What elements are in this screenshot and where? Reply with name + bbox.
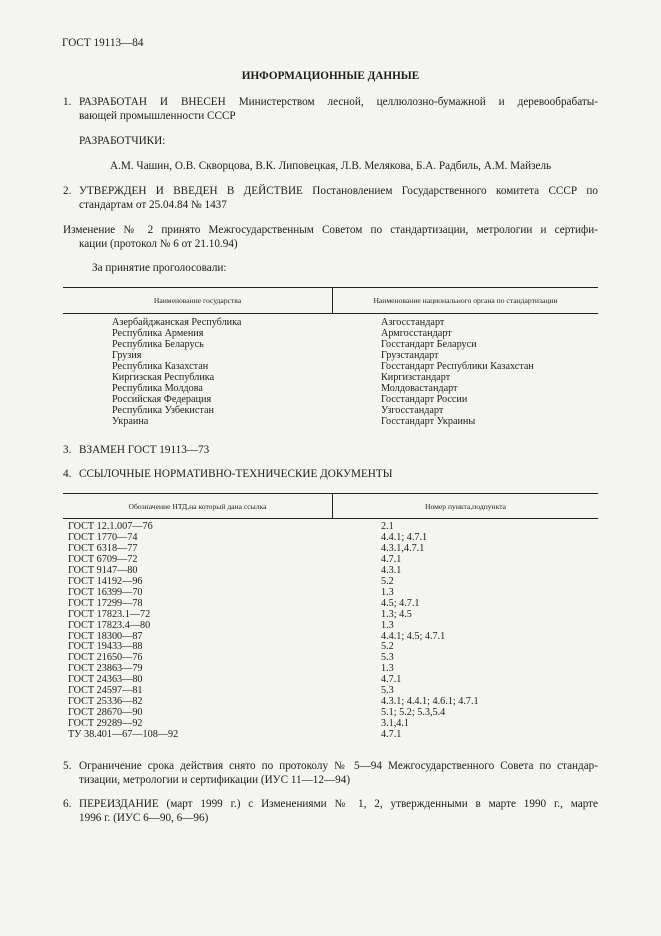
item2-number: 2. <box>63 185 72 197</box>
item4-text: ССЫЛОЧНЫЕ НОРМАТИВНО-ТЕХНИЧЕСКИЕ ДОКУМЕНТЫ <box>79 468 393 480</box>
item1-number: 1. <box>63 96 72 108</box>
item1-line2: вающей промышленности СССР <box>79 110 236 122</box>
change-note-line2: кации (протокол № 6 от 21.10.94) <box>79 238 238 250</box>
item3-number: 3. <box>63 444 72 456</box>
item6-line1 <box>79 798 598 810</box>
item6-line2: 1996 г. (ИУС 6—90, 6—96) <box>79 812 209 824</box>
states-table-header-state: Наименование государства <box>153 296 242 305</box>
states-list: Азербайджанская Республика Республика Армения Республика Беларусь Грузия Республика Казахстан Киргизская Республика Республика Молдова Российская Федерация Республика Узбекистан Украина <box>112 317 242 427</box>
refs-table-header-doc: Обозначение НТД,на который дана ссылка <box>128 502 267 511</box>
refs-table-header-rule <box>63 518 598 519</box>
item5-line1: Ограничение срока действия снято по протоколу № 5—94 Межгосударственного Совета по стандар- <box>79 760 598 772</box>
item6-lead: ПЕРЕИЗДАНИЕ <box>79 798 159 810</box>
states-table-top-rule <box>63 287 598 288</box>
item5-line2: тизации, метрологии и сертификации (ИУС 11—12—94) <box>79 774 351 786</box>
item3-text: ВЗАМЕН ГОСТ 19113—73 <box>79 444 210 456</box>
item1-text1: Министерством лесной, целлюлозно-бумажной и деревообрабаты- <box>238 96 598 108</box>
item2-line2: стандартам от 25.04.84 № 1437 <box>79 199 227 211</box>
item5-number: 5. <box>63 760 72 772</box>
states-table-header-rule <box>63 313 598 314</box>
item6-text1: (март 1999 г.) с Изменениями № 1, 2, утвержденными в марте 1990 г., марте <box>166 798 599 810</box>
item1-lead: РАЗРАБОТАН И ВНЕСЕН <box>79 96 226 108</box>
refs-doc-list: ГОСТ 12.1.007—76 ГОСТ 1770—74 ГОСТ 6318—77 ГОСТ 6709—72 ГОСТ 9147—80 ГОСТ 14192—96 ГОСТ 16399—70 ГОСТ 17299—78 ГОСТ 17823.1—72 ГОСТ 17823.4—80 ГОСТ 18300—87 ГОСТ 19433—88 ГОСТ 21650—76 ГОСТ 23863—79 ГОСТ 24363—80 ГОСТ 24597—81 ГОСТ 25336—82 ГОСТ 28670—90 ГОСТ 29289—92 ТУ 38.401—67—108—92 <box>68 521 179 741</box>
refs-point-list: 2.1 4.4.1; 4.7.1 4.3.1,4.7.1 4.7.1 4.3.1 5.2 1.3 4.5; 4.7.1 1.3; 4.5 1.3 4.4.1; 4.5; 4.7.1 5.2 5.3 1.3 4.7.1 5.3 4.3.1; 4.4.1; 4.6.1; 4.7.1 5.1; 5.2; 5.3,5.4 3.1,4.1 4.7.1 <box>381 521 479 741</box>
item2-line1 <box>79 185 598 197</box>
refs-table-header-point: Номер пункта,подпункта <box>424 502 506 511</box>
item4-number: 4. <box>63 468 72 480</box>
page-header-code: ГОСТ 19113—84 <box>62 37 144 49</box>
refs-table-top-rule <box>63 493 598 494</box>
item6-number: 6. <box>63 798 72 810</box>
voted-label: За принятие проголосовали: <box>92 262 227 274</box>
states-table-header-body: Наименование национального органа по стандартизации <box>373 296 558 305</box>
change-note-line1: Изменение № 2 принято Межгосударственным Советом по стандартизации, метрологии и сертифи- <box>63 224 598 236</box>
page-title: ИНФОРМАЦИОННЫЕ ДАННЫЕ <box>241 70 420 82</box>
developers-list: А.М. Чашин, О.В. Скворцова, В.К. Липовецкая, Л.В. Мелякова, Б.А. Радбиль, А.М. Майзель <box>110 160 552 172</box>
item1-line1 <box>79 96 598 108</box>
item2-text1: Постановлением Государственного комитета СССР по <box>312 185 598 197</box>
standards-bodies-list: Азгосстандарт Армгосстандарт Госстандарт Беларуси Грузстандарт Госстандарт Республики Казахстан Киргизстандарт Молдовастандарт Госстандарт России Узгосстандарт Госстандарт Украины <box>381 317 534 427</box>
developers-label: РАЗРАБОТЧИКИ: <box>79 135 166 147</box>
item2-lead: УТВЕРЖДЕН И ВВЕДЕН В ДЕЙСТВИЕ <box>79 185 303 197</box>
